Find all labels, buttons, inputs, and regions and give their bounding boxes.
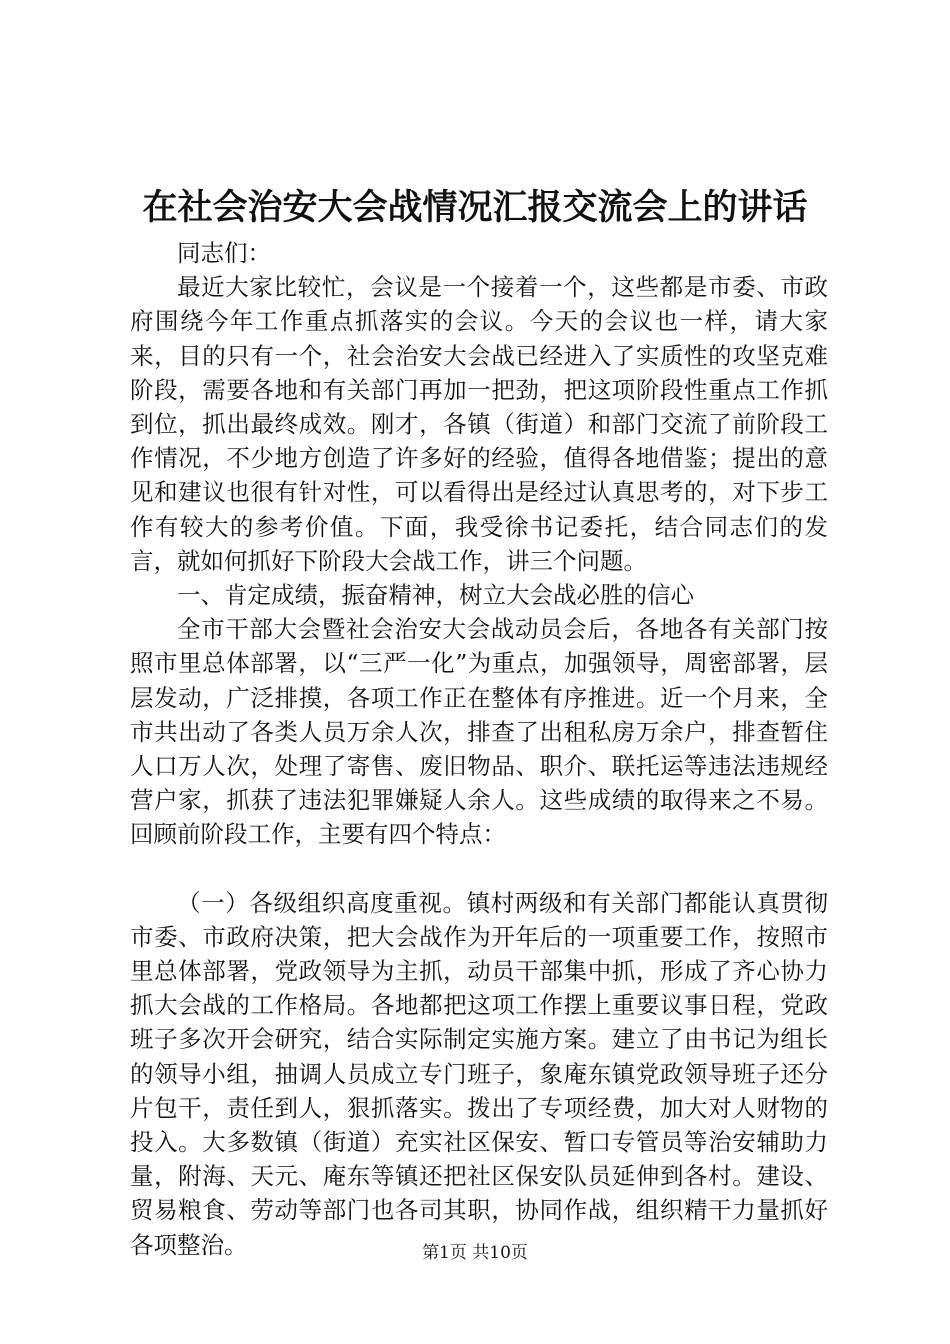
paragraph-achievements: 全市干部大会暨社会治安大会战动员会后，各地各有关部门按照市里总体部署，以“三严一化”为重点，加强领导，周密部署，层层发动，广泛排摸，各项工作正在整体有序推进。近一个月来，全市共出动了各类人员万余人次，排查了出租私房万余户，排查暂住人口万人次，处理了寄售、废旧物品、职介、联托运等违法违规经营户家，抓获了违法犯罪嫌疑人余人。这些成绩的取得来之不易。回顾前阶段工作，主要有四个特点：: [130, 615, 828, 849]
paragraph-intro: 最近大家比较忙，会议是一个接着一个，这些都是市委、市政府围绕今年工作重点抓落实的会议。今天的会议也一样，请大家来，目的只有一个，社会治安大会战已经进入了实质性的攻坚克难阶段，需要各地和有关部门再加一把劲，把这项阶段性重点工作抓到位，抓出最终成效。刚才，各镇（街道）和部门交流了前阶段工作情况，不少地方创造了许多好的经验，值得各地借鉴；提出的意见和建议也很有针对性，可以看得出是经过认真思考的，对下步工作有较大的参考价值。下面，我受徐书记委托，结合同志们的发言，就如何抓好下阶段大会战工作，讲三个问题。: [130, 273, 828, 575]
document-body: [130, 236, 828, 1262]
page-number: 第1页 共10页: [422, 1243, 528, 1263]
document-title: 在社会治安大会战情况汇报交流会上的讲话: [142, 187, 808, 228]
paragraph-point-1: （一）各级组织高度重视。镇村两级和有关部门都能认真贯彻市委、市政府决策，把大会战作为开年后的一项重要工作，按照市里总体部署，党政领导为主抓，动员干部集中抓，形成了齐心协力抓大会战的工作格局。各地都把这项工作摆上重要议事日程，党政班子多次开会研究，结合实际制定实施方案。建立了由书记为组长的领导小组，抽调人员成立专门班子，象庵东镇党政领导班子还分片包干，责任到人，狠抓落实。拨出了专项经费，加大对人财物的投入。大多数镇（街道）充实社区保安、暂口专管员等治安辅助力量，附海、天元、庵东等镇还把社区保安队员延伸到各村。建设、贸易粮食、劳动等部门也各司其职，协同作战，组织精干力量抓好各项整治。: [130, 888, 828, 1259]
salutation: 同志们：: [177, 239, 271, 267]
section-heading-1: 一、肯定成绩，振奋精神，树立大会战必胜的信心: [177, 581, 694, 610]
